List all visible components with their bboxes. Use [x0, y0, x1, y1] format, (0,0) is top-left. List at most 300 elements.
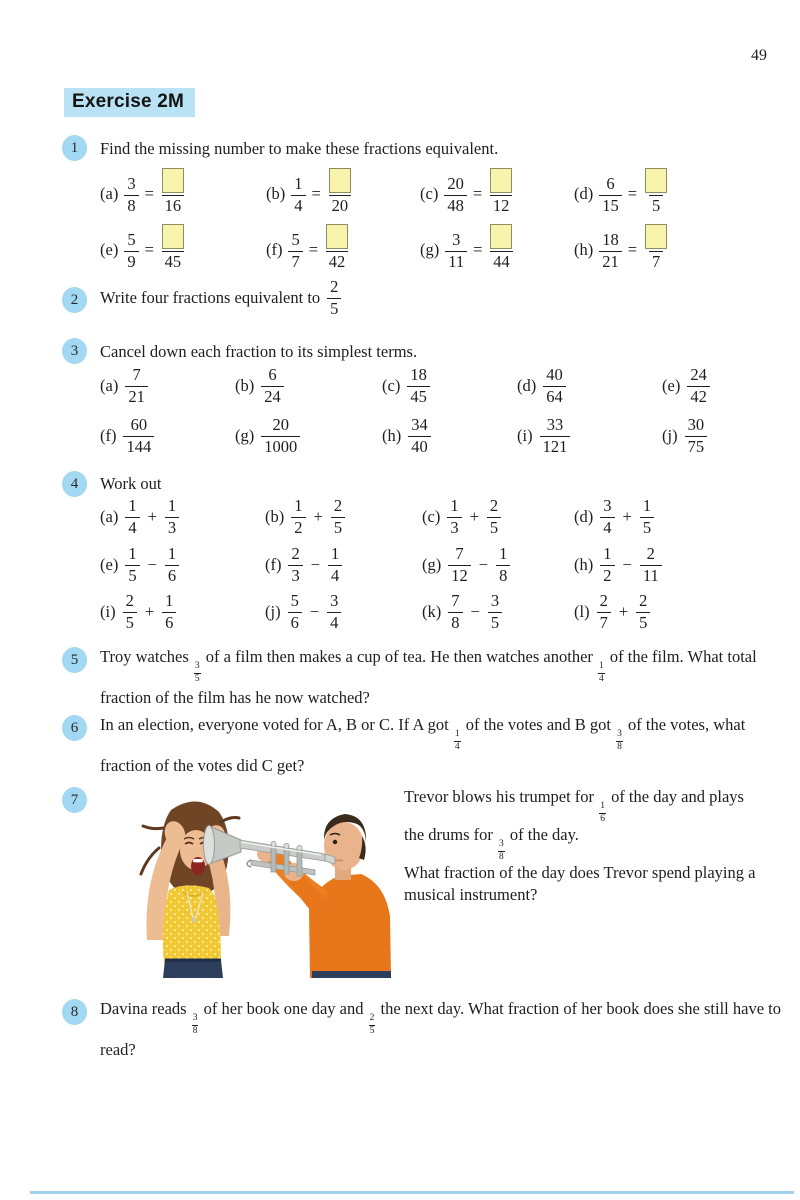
operator-sign: − [147, 555, 157, 575]
answer-box-holder [160, 224, 186, 251]
fraction [496, 545, 510, 586]
fraction-denominator: 7 [597, 612, 611, 633]
fraction-sum-item [422, 592, 502, 633]
fraction-denominator: 5 [331, 517, 345, 538]
text-run: Davina reads [100, 999, 191, 1018]
fraction-numerator: 1 [642, 496, 652, 515]
fraction-numerator: 1 [450, 496, 459, 515]
fraction [540, 416, 571, 457]
fraction-denominator: 42 [687, 386, 710, 407]
fraction-sum-item [265, 497, 345, 538]
fraction-numerator: 5 [127, 230, 136, 250]
answer-box[interactable] [490, 168, 512, 193]
simplify-fraction-item [100, 416, 154, 457]
fraction-denominator: 7 [288, 251, 302, 272]
answer-box[interactable] [645, 168, 667, 193]
item-label: (c) [382, 376, 401, 396]
trumpet-photo-illustration [113, 788, 391, 978]
question-6-badge: 6 [62, 715, 87, 741]
fraction-sum-item [574, 592, 650, 633]
inline-fraction-denominator: 4 [599, 673, 604, 684]
fraction-numerator: 3 [452, 230, 461, 250]
text-run: Trevor blows his trumpet for [404, 787, 599, 806]
fraction-denominator: 4 [125, 517, 139, 538]
fraction-with-answer-box [643, 224, 669, 272]
fraction-numerator: 1 [167, 496, 177, 515]
question-2-fraction-slot [327, 277, 341, 319]
item-label: (b) [265, 507, 285, 527]
fraction-denominator: 45 [162, 251, 185, 272]
fraction [123, 416, 154, 457]
fraction-denominator: 5 [125, 565, 139, 586]
fraction-with-answer-box [327, 168, 353, 216]
fraction-numerator: 2 [333, 496, 343, 515]
operator-sign: + [144, 602, 155, 622]
fraction-numerator: 24 [690, 365, 707, 384]
inline-fraction-numerator: 3 [194, 661, 200, 671]
fraction-denominator: 3 [288, 565, 302, 586]
answer-box-holder [324, 224, 350, 251]
fraction [600, 545, 614, 586]
fraction-denominator: 75 [685, 436, 708, 457]
inline-fraction-denominator: 8 [192, 1025, 198, 1036]
question-3-badge: 3 [62, 338, 87, 364]
inline-fraction-numerator: 1 [599, 661, 604, 671]
inline-fraction [194, 662, 201, 684]
question-7-paragraph-1 [404, 786, 756, 862]
item-label: (c) [420, 183, 439, 203]
fraction-numerator: 2 [125, 591, 134, 610]
fraction [685, 416, 708, 457]
item-label: (c) [422, 507, 441, 527]
fraction-denominator: 64 [543, 386, 566, 407]
fraction-denominator: 6 [162, 612, 176, 633]
text-run: of a film then makes a cup of tea. He then watches another [201, 647, 598, 666]
fraction-numerator: 3 [490, 591, 500, 610]
fraction-denominator: 4 [600, 517, 614, 538]
fraction-numerator: 40 [546, 365, 563, 384]
inline-fraction-numerator: 3 [499, 839, 504, 849]
inline-fraction-numerator: 2 [369, 1013, 375, 1023]
fraction-denominator: 5 [488, 612, 502, 633]
item-label: (h) [574, 239, 594, 259]
inline-fraction-numerator: 1 [600, 801, 605, 811]
fraction-with-answer-box [488, 224, 514, 272]
fraction-denominator: 5 [640, 517, 654, 538]
text-run: the next day. What fraction of her book does she still have to read? [100, 999, 781, 1059]
answer-box[interactable] [162, 168, 184, 193]
fraction-sum-item [100, 497, 179, 538]
fraction-denominator: 21 [125, 386, 148, 407]
fraction-numerator: 3 [127, 174, 136, 194]
inline-fraction-numerator: 1 [454, 729, 460, 739]
fraction-numerator: 1 [294, 174, 303, 194]
fraction-numerator: 2 [646, 544, 655, 563]
question-6-text [100, 711, 776, 779]
fraction [261, 416, 300, 457]
fraction [543, 366, 566, 407]
fraction [125, 366, 148, 407]
equals-sign: = [144, 183, 154, 203]
fraction-denominator: 8 [448, 612, 462, 633]
question-8-text [100, 995, 790, 1063]
item-label: (a) [100, 507, 119, 527]
fraction-denominator: 2 [600, 565, 614, 586]
fraction-numerator: 7 [455, 544, 464, 563]
fraction-denominator: 12 [490, 195, 513, 216]
inline-fraction-denominator: 4 [454, 741, 460, 752]
answer-box-holder [488, 168, 514, 195]
bottom-page-rule [30, 1191, 794, 1194]
question-2-badge: 2 [62, 287, 87, 313]
fraction [599, 231, 622, 272]
fraction-numerator: 20 [272, 415, 289, 434]
fraction [288, 231, 302, 272]
fraction [687, 366, 710, 407]
fraction-denominator: 8 [124, 195, 138, 216]
inline-fraction [454, 730, 461, 752]
inline-fraction [498, 840, 505, 862]
fraction [445, 231, 467, 272]
operator-sign: − [622, 555, 632, 575]
inline-fraction-denominator: 8 [499, 851, 504, 862]
question-4-fraction-grid [100, 497, 780, 637]
fraction-denominator: 6 [165, 565, 179, 586]
answer-box-holder [160, 168, 186, 195]
simplify-fraction-item [235, 366, 284, 407]
equivalent-fraction-item [266, 168, 353, 216]
operator-sign: + [618, 602, 629, 622]
fraction-denominator: 15 [599, 195, 622, 216]
fraction [165, 545, 179, 586]
item-label: (b) [266, 183, 286, 203]
equivalent-fraction-item [574, 168, 669, 216]
fraction-numerator: 20 [447, 174, 464, 194]
question-1-fraction-grid [100, 168, 780, 276]
fraction-denominator: 9 [124, 251, 138, 272]
equivalent-fraction-item [420, 224, 514, 272]
fraction-denominator: 4 [327, 612, 341, 633]
fraction-numerator: 18 [410, 365, 427, 384]
question-1-text: Find the missing number to make these fractions equivalent. [100, 139, 499, 158]
fraction [327, 278, 341, 319]
fraction [261, 366, 284, 407]
fraction-numerator: 60 [130, 415, 148, 434]
fraction-numerator: 18 [602, 230, 619, 250]
fraction [600, 497, 614, 538]
text-run: In an election, everyone voted for A, B or C. If A got [100, 715, 453, 734]
fraction-sum-item [422, 497, 501, 538]
equals-sign: = [308, 239, 319, 259]
fraction-numerator: 6 [606, 174, 615, 194]
inline-fraction-numerator: 3 [192, 1013, 198, 1023]
operator-sign: + [622, 507, 632, 527]
simplify-fraction-item [100, 366, 148, 407]
fraction-denominator: 144 [123, 436, 154, 457]
equals-sign: = [627, 239, 638, 259]
item-label: (b) [235, 376, 255, 396]
operator-sign: − [310, 555, 321, 575]
item-label: (j) [265, 602, 281, 622]
fraction [407, 366, 430, 407]
fraction-denominator: 5 [487, 517, 501, 538]
item-label: (k) [422, 602, 442, 622]
fraction [125, 545, 139, 586]
fraction [328, 545, 342, 586]
equivalent-fraction-item [420, 168, 514, 216]
fraction-numerator: 2 [599, 591, 608, 610]
fraction [640, 545, 662, 586]
fraction-sum-item [100, 592, 176, 633]
simplify-fraction-item [382, 416, 431, 457]
text-run: of the day and plays the drums for [404, 787, 744, 844]
question-5-badge: 5 [62, 647, 87, 673]
inline-fraction-denominator: 5 [194, 673, 200, 684]
fraction-numerator: 5 [290, 591, 299, 610]
fraction-numerator: 1 [499, 544, 508, 563]
fraction-denominator: 4 [328, 565, 342, 586]
fraction-numerator: 1 [128, 496, 137, 515]
equivalent-fraction-item [100, 224, 186, 272]
fraction [448, 592, 462, 633]
item-label: (g) [422, 555, 442, 575]
inline-fraction [598, 662, 605, 684]
fraction [448, 545, 471, 586]
text-run: Troy watches [100, 647, 193, 666]
fraction-numerator: 3 [330, 591, 339, 610]
fraction-sum-item [265, 592, 341, 633]
inline-fraction [599, 802, 606, 824]
operator-sign: − [470, 602, 480, 622]
answer-box-holder [643, 224, 669, 251]
simplify-fraction-item [662, 366, 710, 407]
answer-box[interactable] [329, 168, 351, 193]
question-2-text: Write four fractions equivalent to [100, 288, 321, 307]
fraction [162, 592, 176, 633]
fraction-denominator: 4 [291, 195, 305, 216]
exercise-header: Exercise 2M [64, 88, 195, 117]
fraction-denominator: 24 [261, 386, 284, 407]
fraction-numerator: 2 [291, 544, 300, 563]
fraction [288, 592, 302, 633]
item-label: (a) [100, 376, 119, 396]
inline-fraction-denominator: 6 [600, 813, 605, 824]
fraction-denominator: 20 [329, 195, 352, 216]
simplify-fraction-item [517, 366, 566, 407]
question-2-row [100, 277, 341, 319]
fraction-sum-item [574, 545, 662, 586]
question-4-badge: 4 [62, 471, 87, 497]
inline-fraction-numerator: 3 [617, 729, 622, 739]
question-5-text [100, 643, 776, 711]
operator-sign: + [469, 507, 479, 527]
fraction-denominator: 7 [649, 251, 663, 272]
item-label: (i) [517, 426, 533, 446]
fraction-denominator: 42 [326, 251, 349, 272]
fraction-numerator: 6 [268, 365, 277, 384]
fraction-numerator: 2 [489, 496, 499, 515]
simplify-fraction-item [382, 366, 430, 407]
item-label: (h) [574, 555, 594, 575]
equals-sign: = [144, 239, 154, 259]
simplify-fraction-item [517, 416, 570, 457]
fraction-denominator: 12 [448, 565, 471, 586]
item-label: (g) [235, 426, 255, 446]
inline-fraction-denominator: 8 [617, 741, 622, 752]
fraction-denominator: 11 [640, 565, 662, 586]
answer-box[interactable] [162, 224, 184, 249]
fraction-denominator: 1000 [261, 436, 300, 457]
inline-fraction [192, 1014, 199, 1036]
fraction-with-answer-box [160, 224, 186, 272]
fraction-numerator: 7 [132, 365, 141, 384]
item-label: (l) [574, 602, 590, 622]
fraction [597, 592, 611, 633]
fraction-numerator: 1 [165, 591, 174, 610]
item-label: (i) [100, 602, 116, 622]
text-run: of the votes, what fraction of the votes did C get? [100, 715, 746, 775]
item-label: (g) [420, 239, 440, 259]
fraction [124, 231, 138, 272]
answer-box-holder [488, 224, 514, 251]
fraction-denominator: 5 [636, 612, 650, 633]
item-label: (d) [574, 507, 594, 527]
question-3-fraction-grid [100, 366, 780, 461]
question-1-badge: 1 [62, 135, 87, 161]
trumpet-photo [113, 788, 391, 978]
item-label: (f) [100, 426, 117, 446]
item-label: (d) [517, 376, 537, 396]
fraction-numerator: 3 [603, 496, 612, 515]
inline-fraction [369, 1014, 376, 1036]
fraction-denominator: 2 [291, 517, 305, 538]
fraction [488, 592, 502, 633]
fraction [123, 592, 137, 633]
item-label: (e) [100, 239, 119, 259]
fraction-denominator: 11 [445, 251, 467, 272]
item-label: (j) [662, 426, 678, 446]
simplify-fraction-item [235, 416, 300, 457]
operator-sign: − [478, 555, 489, 575]
fraction-numerator: 30 [687, 415, 705, 434]
fraction-numerator: 2 [330, 277, 339, 297]
fraction-denominator: 3 [165, 517, 179, 538]
fraction-denominator: 45 [407, 386, 430, 407]
answer-box-holder [643, 168, 669, 195]
fraction [125, 497, 139, 538]
text-run: of the film. What total fraction of the film has he now watched? [100, 647, 757, 707]
text-run: of the day. [505, 825, 579, 844]
fraction [291, 497, 305, 538]
equals-sign: = [473, 239, 483, 259]
fraction-numerator: 5 [291, 230, 300, 250]
fraction-with-answer-box [643, 168, 669, 216]
fraction [444, 175, 467, 216]
text-run: of the votes and B got [461, 715, 616, 734]
question-7-paragraph-2 [404, 862, 756, 905]
fraction-denominator: 6 [288, 612, 302, 633]
text-run: What fraction of the day does Trevor spend playing a musical instrument? [404, 863, 756, 904]
question-7-badge: 7 [62, 787, 87, 813]
operator-sign: + [313, 507, 323, 527]
question-3-text: Cancel down each fraction to its simplest terms. [100, 342, 418, 361]
question-4-text: Work out [100, 474, 162, 493]
question-8-badge: 8 [62, 999, 87, 1025]
fraction [599, 175, 622, 216]
fraction-numerator: 1 [167, 544, 177, 563]
operator-sign: + [147, 507, 157, 527]
fraction-denominator: 5 [327, 298, 341, 319]
fraction-denominator: 16 [162, 195, 185, 216]
equivalent-fraction-item [266, 224, 350, 272]
fraction [288, 545, 302, 586]
text-run: of her book one day and [199, 999, 368, 1018]
fraction-denominator: 44 [490, 251, 513, 272]
item-label: (h) [382, 426, 402, 446]
page-number: 49 [751, 47, 767, 64]
fraction [165, 497, 179, 538]
equals-sign: = [627, 183, 638, 203]
fraction-with-answer-box [488, 168, 514, 216]
fraction [291, 175, 305, 216]
equals-sign: = [472, 183, 483, 203]
fraction-sum-item [265, 545, 342, 586]
item-label: (d) [574, 183, 594, 203]
answer-box[interactable] [490, 224, 512, 249]
fraction [636, 592, 650, 633]
fraction-denominator: 5 [649, 195, 663, 216]
fraction-denominator: 121 [540, 436, 571, 457]
fraction-numerator: 2 [639, 591, 648, 610]
fraction-sum-item [100, 545, 179, 586]
fraction-numerator: 34 [411, 415, 428, 434]
item-label: (a) [100, 183, 119, 203]
fraction-denominator: 3 [447, 517, 461, 538]
fraction-sum-item [574, 497, 654, 538]
fraction-numerator: 7 [451, 591, 460, 610]
answer-box[interactable] [645, 224, 667, 249]
fraction [640, 497, 654, 538]
fraction-denominator: 21 [599, 251, 622, 272]
fraction-numerator: 1 [294, 496, 303, 515]
fraction-sum-item [422, 545, 510, 586]
fraction [487, 497, 501, 538]
item-label: (e) [100, 555, 119, 575]
item-label: (f) [265, 555, 282, 575]
fraction-with-answer-box [160, 168, 186, 216]
fraction-numerator: 1 [331, 544, 340, 563]
question-7-text [404, 786, 756, 905]
fraction [447, 497, 461, 538]
item-label: (e) [662, 376, 681, 396]
fraction-denominator: 40 [408, 436, 431, 457]
fraction-denominator: 5 [123, 612, 137, 633]
operator-sign: − [309, 602, 320, 622]
simplify-fraction-item [662, 416, 707, 457]
fraction-denominator: 8 [496, 565, 510, 586]
answer-box[interactable] [326, 224, 348, 249]
fraction-with-answer-box [324, 224, 350, 272]
fraction [124, 175, 138, 216]
fraction [408, 416, 431, 457]
fraction [327, 592, 341, 633]
fraction-numerator: 1 [128, 544, 137, 563]
equivalent-fraction-item [574, 224, 669, 272]
inline-fraction [616, 730, 623, 752]
inline-fraction-denominator: 5 [369, 1025, 375, 1036]
item-label: (f) [266, 239, 283, 259]
fraction-numerator: 1 [603, 544, 612, 563]
